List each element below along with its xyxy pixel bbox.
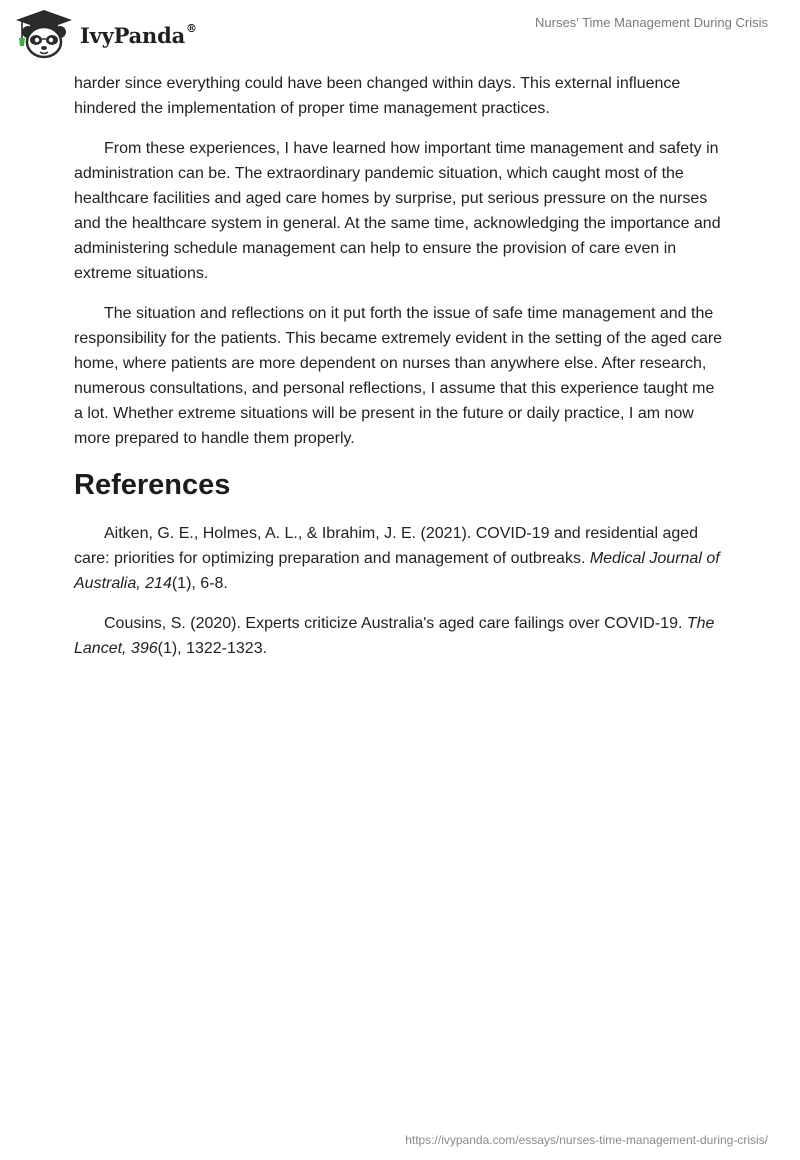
panda-graduate-icon bbox=[14, 8, 76, 60]
page-header bbox=[0, 0, 800, 70]
body-paragraph: The situation and reflections on it put forth the issue of safe time management and the responsibility for the patients. This became extremely evident in the setting of the aged care home, where patients are more dependent on nurses than anywhere else. After research, numerous consultations, and personal reflections, I assume that this experience taught me a lot. Whether extreme situations will be present in the future or daily practice, I am now more prepared to handle them properly. bbox=[74, 305, 723, 447]
reference-item: Cousins, S. (2020). Experts criticize Australia's aged care failings over COVID-19. The Lancet, 396(1), 1322-1323. bbox=[74, 615, 715, 657]
body-paragraph: From these experiences, I have learned how important time management and safety in administration can be. The extraordinary pandemic situation, which caught most of the healthcare facilities and aged care homes by surprise, put serious pressure on the nurses and the healthcare system in general. At the same time, acknowledging the importance and administering schedule management can help to ensure the provision of care even in extreme situations. bbox=[74, 140, 721, 282]
body-paragraph: harder since everything could have been changed within days. This external influence hindered the implementation of proper time management practices. bbox=[74, 75, 681, 117]
brand-name: IvyPanda® bbox=[80, 21, 197, 48]
running-title: Nurses' Time Management During Crisis bbox=[535, 15, 768, 30]
ivypanda-logo[interactable] bbox=[14, 8, 197, 60]
references-heading: References bbox=[74, 469, 231, 501]
reference-item: Aitken, G. E., Holmes, A. L., & Ibrahim, J. E. (2021). COVID-19 and residential aged care: priorities for optimizing preparation and management of outbreaks. Medical Journal of Australia, 214(1), 6-8. bbox=[74, 525, 720, 592]
document-body bbox=[74, 71, 726, 676]
reference-journal: Medical Journal of Australia, 214 bbox=[74, 550, 720, 592]
source-url[interactable]: https://ivypanda.com/essays/nurses-time-management-during-crisis/ bbox=[405, 1133, 768, 1147]
reference-journal: The Lancet, 396 bbox=[74, 615, 715, 657]
